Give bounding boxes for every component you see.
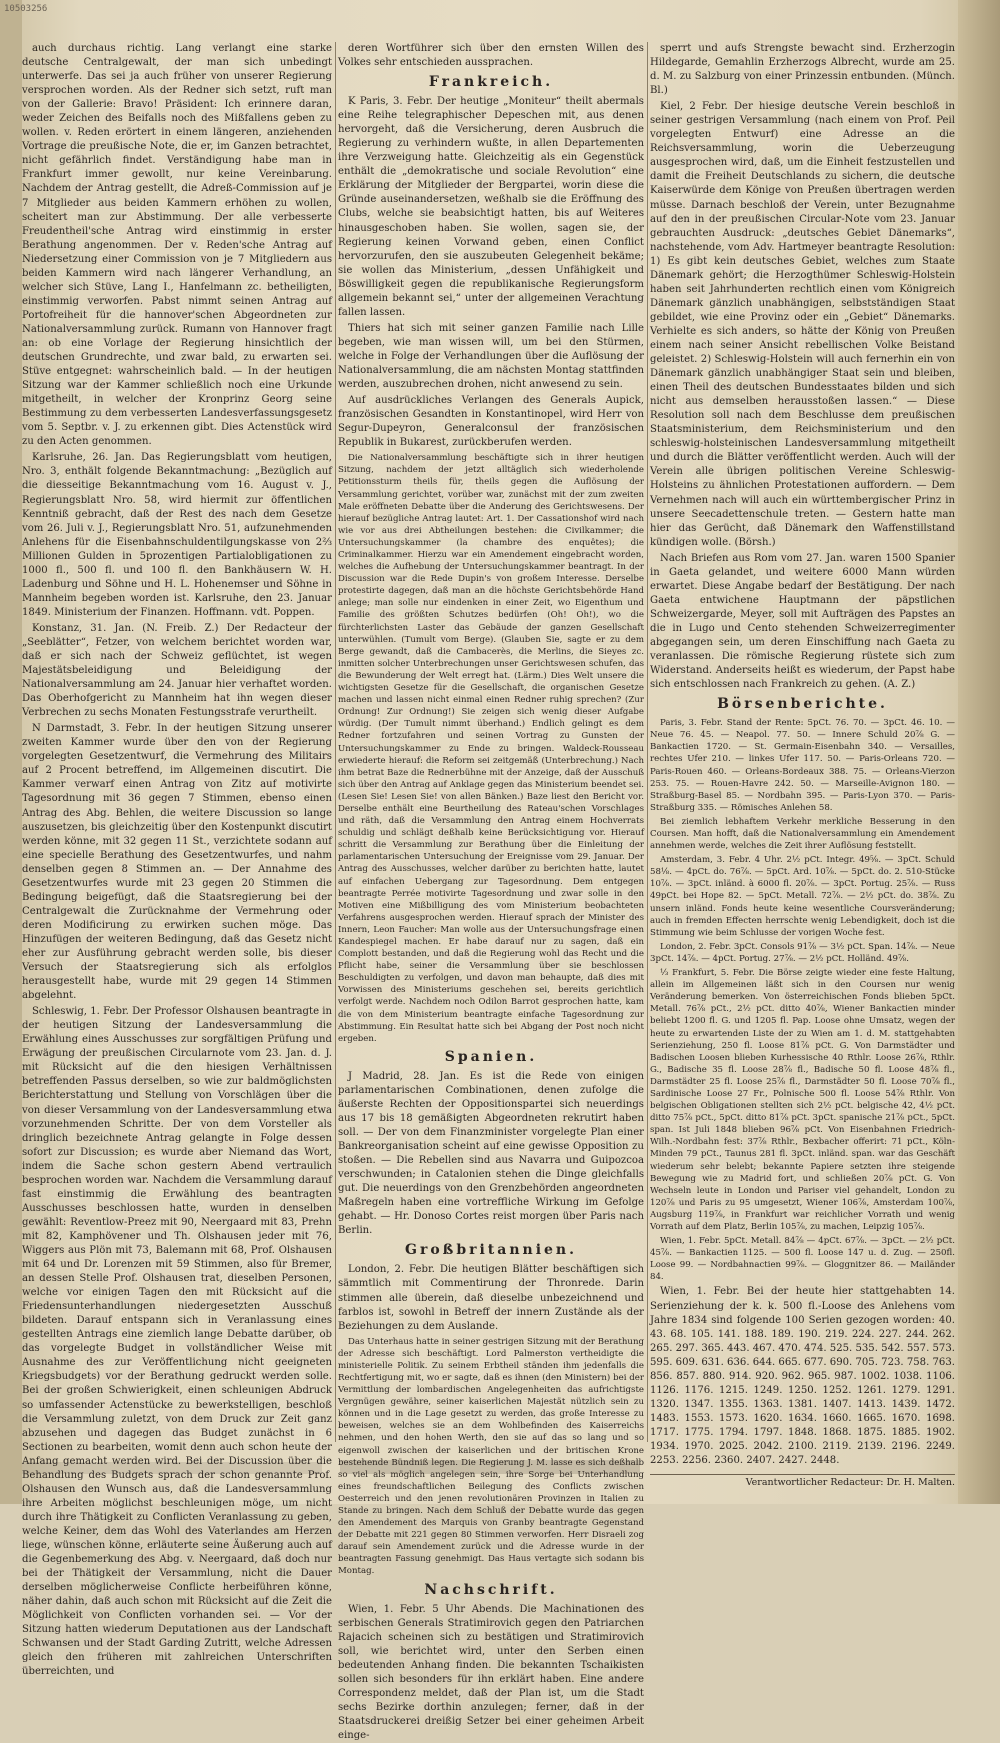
column-3 [650, 42, 955, 1489]
article-karlsruhe: Karlsruhe, 26. Jan. Das Regierungsblatt vom heutigen, Nro. 3, enthält folgende Bekanntmachung: „Bezüglich auf die diesseitige Bekanntmachung vom 16. August v. J., Regierungsblatt Nro. 58, wird hiermit zur öffentlichen Kenntniß gebracht, daß der Rest des nach dem Gesetze vom 26. Juli v. J., Regierungsblatt Nro. 51, aufzunehmenden Anlehens für die Eisenbahnschuldentilgungskasse von 2⅔ Millionen Gulden in 5prozentigen Partialobligationen zu 1000 fl., 500 fl. und 100 fl. den Bankhäusern W. H. Ladenburg und Söhne und H. L. Hohenemser und Söhne in Mannheim begeben worden ist. Karlsruhe, den 23. Januar 1849. Ministerium der Finanzen. Hoffmann. vdt. Poppen. [22, 452, 332, 618]
article-konstanz: Konstanz, 31. Jan. (N. Freib. Z.) Der Redacteur der „Seeblätter“, Fetzer, von welchem berichtet worden war, daß er sich nach der Schweiz geflüchtet, ist wegen Majestätsbeleidigung und Beleidigung der Nationalversammlung am 24. Januar hier verhaftet worden. Das Oberhofgericht zu Mannheim hat ihn wegen dieser Verbrechen zu sechs Monaten Festungsstrafe verurtheilt. [22, 622, 332, 719]
article-hannover-cont: auch durchaus richtig. Lang verlangt eine starke deutsche Centralgewalt, der man sich unbedingt unterwerfe. Das sei ja auch früher von unserer Regierung versprochen worden. Als der Redner sich setzt, ruft man von der Gallerie: Bravo! Präsident: Ich erinnere daran, weder Zeichen des Beifalls noch des Mißfallens geben zu wollen. v. Reden erörtert in einem längeren, anziehenden Vortrage die preußische Note, die er, im Ganzen betrachtet, nicht gefährlich findet. Verständigung habe man in Frankfurt immer gewollt, nur keine Vereinbarung. Nachdem der Antrag gestellt, die Adreß-Commission auf je 7 Mitglieder aus beiden Kammern erhöhen zu wollen, scheitert man zur Abstimmung. Der alle verbesserte Freudentheil'sche Antrag wird einstimmig in erster Berathung angenommen. Der v. Reden'sche Antrag auf Niedersetzung einer Commission von je 7 Mitgliedern aus beiden Kammern wird nach längerer Verhandlung, an welcher sich Stüve, Lang I., Hanfelmann zc. betheiligten, einstimmig verworfen. Pabst nimmt seinen Antrag auf Portofreiheit für die hannover'schen Abgeordneten zur Nationalversammlung zurück. Rumann von Hannover fragt an: ob eine Vorlage der Regierung hinsichtlich der deutschen Grundrechte, und zwar bald, zu erwarten sei. Stüve entgegnet: wahrscheinlich bald. — In der heutigen Sitzung war der Kammer schließlich noch eine Urkunde mitgetheilt, in welcher der Kronprinz Georg seine Bestimmung zu dem verbesserten Landesverfassungsgesetz vom 5. Septbr. v. J. zu erkennen gibt. Dies Actenstück wird zu den Acten genommen. [22, 43, 332, 448]
section-heading-spain: Spanien. [444, 1048, 538, 1065]
article-paris-1: K Paris, 3. Febr. Der heutige „Moniteur“ theilt abermals eine Reihe telegraphischer Depeschen mit, aus denen hervorgeht, daß die Versicherung, deren Ausbruch die Regierung zu verhindern wußte, in allen Departementen ihre Verzweigung hatte. Gleichzeitig als ein Gegenstück enthält die „demokratische und sociale Revolution“ eine Erklärung der Mitglieder der Bergpartei, worin diese die Gründe auseinandersetzen, weßhalb sie die Eröffnung des Clubs, welche sie beabsichtigt hatten, bis auf Weiteres hinausgeschoben haben. Sie wollen, sagen sie, der Regierung keinen Vorwand geben, einen Conflict hervorzurufen, den sie auszubeuten Gelegenheit bekäme; sie wollen das Ministerium, „dessen Unfähigkeit und Böswilligkeit gegen die republikanische Regierungsform allgemein bekannt sei,“ unter der allgemeinen Verachtung fallen lassen. [338, 96, 644, 318]
page-right-edge [958, 0, 1000, 1504]
boerse-frankfurt: ⅓ Frankfurt, 5. Febr. Die Börse zeigte wieder eine feste Haltung, allein im Allgemeinen läßt sich in den Coursen nur wenig Veränderung bemerken. Von österreichischen Fonds blieben 5pCt. Metall. 76⅞ pCt., 2½ pCt. ditto 40⅞, Wiener Bankactien minder beliebt 1200 fl. G. und 1205 fl. Pap. Loose ohne Umsatz, wegen der heute zu erwartenden Liste der zu Wien am 1. d. M. stattgehabten Serienziehung, 250 fl. Loose 81⅞ pCt. G. Von Darmstädter und Badischen Loosen blieben Kurhessische 40 Rthlr. Loose 26⅞, Rthlr. G., Badische 35 fl. Loose 28⅞ fl., Badische 50 fl. Loose 48⅞ fl., Darmstädter 25 fl. Loose 25⅞ fl., Darmstädter 50 fl. Loose 70⅞ fl., Sardinische Loose 27 Fr., Polnische 500 fl. Loose 54⅞ Rthlr. Von belgischen Obligationen stellten sich 2½ pCt. belgische 42, 4½ pCt. ditto 75⅞ pCt., 5pCt. ditto 81⅞ pCt. 3pCt. spanische 21⅞ pCt., 5pCt. span. Ist Juli 1848 blieben 96⅞ pCt. Von Eisenbahnen Friedrich-Wilh.-Nordbahn fest: 37⅞ Rthlr., Bexbacher offerirt: 71 pCt., Köln-Minden 79 pCt., Taunus 281 fl. 3pCt. inländ. span. war das Geschäft wiederum sehr belebt; bekannte Papiere setzten ihre steigende Bewegung wie zu Madrid fort, und schließen 20⅞ pCt. G. Von Wechseln leute in London und Pariser viel gehandelt, London zu 120⅞ und Paris zu 95 umgesetzt, Wiener 106⅞, Amsterdam 100⅞, Augsburg 119⅞, in Frankfurt war reichlicher Vorrath und wenig Vorrath auf dem Platz, Berlin 105⅞, zu machen, Leipzig 105⅞. [650, 968, 955, 1232]
page-left-edge [0, 0, 22, 1504]
article-paris-assembly: Die Nationalversammlung beschäftigte sich in ihrer heutigen Sitzung, nachdem der jetzt alltäglich sich wiederholende Petitionssturm theils für, theils gegen die Auflösung der Versammlung gerichtet, vorüber war, zunächst mit der zum zweiten Male eröffneten Debatte über die Anderung des Gerichtswesens. Der hierauf bezügliche Antrag lautet: Art. 1. Der Cassationshof wird nach wie vor aus drei Abtheilungen bestehen: die Civilkammer; die Untersuchungskammer (la chambre des enquêtes); die Criminalkammer. Hierzu war ein Amendement eingebracht worden, welches die Aufhebung der Untersuchungskammer beantragt. In der Discussion war die Rede Dupin's von großem Interesse. Derselbe protestirte dagegen, daß man an die höchste Gerichtsbehörde Hand anlege; man solle nur eindenken in einer Zeit, wo Eigenthum und Familie des größten Schutzes bedürfen (Oh! Oh!), wo die fürchterlichsten Laster das Gebäude der ganzen Gesellschaft unterwühlen. (Tumult vom Berge). (Glauben Sie, sagte er zu dem Berge gewandt, daß die Cambacerès, die Merlins, die Sieyes zc. inmitten solcher Unterbrechungen unser Gerichtswesen schufen, das die Bewunderung der Welt erregt hat. (Lärm.) Dies Welt unsere die wichtigsten Gesetze für die Gesellschaft, die organischen Gesetze machen und lassen nicht einmal einen Redner ruhig sprechen? (Zur Ordnung! Zur Ordnung!) Sie zeigen sich wenig dieser Aufgabe würdig. (Der Tumult nimmt überhand.) Endlich gelingt es dem Redner fortzufahren und seinen Vortrag zu Gunsten der Untersuchungskammer zu Ende zu bringen. Waldeck-Rousseau erwiederte hierauf: die Reform sei zeitgemäß (Unterbrechung.) Nach ihm betrat Baze die Rednerbühne mit der Anzeige, daß der Ausschuß sich über den Antrag auf Anklage gegen das Ministerium beendet sei. (Lesen Sie! Lesen Sie! von allen Bänken.) Baze liest den Bericht vor. Derselbe enthält eine Beurtheilung des Rateau'schen Vorschlages und räth, daß die Versammlung den Antrag einem Hochverrats schuldig und schlägt deßhalb keine Berücksichtigung vor. Hierauf schritt die Versammlung zur Berathung über die Einleitung der parlamentarischen Untersuchung der Ereignisse vom 29. Januar. Der Antrag des Ausschusses, welcher darüber zu berichten hatte, lautet auf einfachen Uebergang zur Tagesordnung. Dem entgegen beantragte Perrée motivirte Tagesordnung und zwar solle in den Motiven eine Mißbilligung des vom Ministerium beobachteten Verfahrens ausgesprochen werden. Hierauf sprach der Minister des Innern, Leon Faucher: Man wolle aus der Untersuchungsfrage einen Kandespiegel machen. Er habe darauf nur zu sagen, daß ein Complott bestanden, und daß die Regierung wohl das Recht und die Pflicht habe, seiner die Versammlung über sie beschlossen Beschuldigten zu verfolgen, und davon man behaupte, daß dies mit Vorwissen des Ministeriums geschehen sei, bereits gerichtlich verfolgt werde. Nachdem noch Odilon Barrot gesprochen hatte, kam die von dem Ministerium beantragte einfache Tagesordnung zur Abstimmung. Ein Resultat hatte sich bei Abgang der Post noch nicht ergeben. [338, 453, 644, 1044]
article-paris-3: Auf ausdrückliches Verlangen des Generals Aupick, französischen Gesandten in Konstantinopel, wird Herr von Segur-Dupeyron, Generalconsul der französischen Republik in Bukarest, zurückberufen werden. [338, 395, 644, 449]
boerse-london: London, 2. Febr. 3pCt. Consols 91⅞ — 3½ pCt. Span. 14⅞. — Neue 3pCt. 14⅞. — 4pCt. Portug. 27⅞. — 2½ pCt. Holländ. 49⅞. [650, 941, 955, 964]
article-madrid: J Madrid, 28. Jan. Es ist die Rede von einigen parlamentarischen Combinationen, denen zufolge die äußerste Rechten der Oppositionspartei sich neuerdings aus 17 bis 18 gemäßigten Abgeordneten rekrutirt haben soll. — Der von dem Finanzminister vorgelegte Plan einer Bankreorganisation scheint auf eine gewisse Opposition zu stoßen. — Die Rebellen sind aus Navarra und Guipozcoa verschwunden; in Catalonien stehen die Dinge gleichfalls gut. Die neuerdings von den Grenzbehörden angeordneten Maßregeln haben eine vortreffliche Wirkung im Gefolge gehabt. — Hr. Donoso Cortes reist morgen über Paris nach Berlin. [338, 1070, 644, 1237]
article-london-commons: Das Unterhaus hatte in seiner gestrigen Sitzung mit der Berathung der Adresse sich beschäftigt. Lord Palmerston vertheidigte die ministerielle Politik. Zu seinem Erbtheil ständen ihm jedenfalls die Rechtfertigung mit, wo er sagte, daß es ihnen (den Ministern) bei der Vermittlung der lombardischen Angelegenheiten das aufrichtigste Vergnügen gewähre, seiner kaiserlichen Majestät nützlich sein zu können und in die Lage gesetzt zu werden, das große Interesse zu beweisen, welches sie an dem Wohlbefinden des Kaiserreichs nehmen, und den hohen Werth, den sie auf das so lang und so eigenwoll zwischen der kaiserlichen und der britischen Krone bestehende Bündniß legen. Die Regierung J. M. lasse es sich deßhalb so viel als möglich angelegen sein, ihre Sorge bei Unterhandlung eines freundschaftlichen Beilegung des Conflicts zwischen Oesterreich und den jenen revolutionären Provinzen in Italien zu Stande zu bringen. Nach dem Schluß der Debatte wurde das gegen den Amendement des Marquis von Granby beantragte Gegenstand der Debatte mit 221 gegen 80 Stimmen verworfen. Herr Disraeli zog darauf sein Amendement zurück und die Adresse wurde in der beantragten Fassung genehmigt. Das Haus vertagte sich sodann bis Montag. [338, 1336, 644, 1577]
section-heading-boerse: Börsenberichte. [717, 696, 888, 713]
boerse-paris-note: Bei ziemlich lebhaftem Verkehr merkliche Besserung in den Coursen. Man hofft, daß die Nationalversammlung ein Amendement annehmen werde, welches die Zeit ihrer Auflösung feststellt. [650, 816, 955, 852]
section-heading-france: Frankreich. [428, 74, 554, 91]
boerse-wien: Wien, 1. Febr. 5pCt. Metall. 84⅞ — 4pCt. 67⅞. — 3pCt. — 2½ pCt. 45⅞. — Bankactien 1125. — 500 fl. Loose 147 u. d. Zug. — 250fl. Loose 99. — Nordbahnactien 99⅞. — Gloggnitzer 86. — Mailänder 84. [650, 1236, 955, 1283]
boerse-amsterdam: Amsterdam, 3. Febr. 4 Uhr. 2½ pCt. Integr. 49⅝. — 3pCt. Schuld 58⅛. — 4pCt. do. 76⅞. — 5pCt. Ard. 10⅞. — 5pCt. do. 2. 510-Stücke 10⅞. — 3pCt. inländ. à 6000 fl. 20⅞. — 3pCt. Portug. 25⅞. — Russ 49pCt. bei Hope 82. — 5pCt. Metall. 72⅞. — 2½ pCt. do. 38⅞. Zu unsern inländ. Fonds heute keine wesentliche Coursveränderung; auch in fremden Effecten herrschte wenig Lebendigkeit, doch ist die Stimmung wie beim Schlusse der vorigen Woche fest. [650, 855, 955, 938]
torn-bottom-strip [340, 1460, 640, 1474]
archive-stamp: 10503256 [4, 4, 48, 14]
article-wien-cont: sperrt und aufs Strengste bewacht sind. Erzherzogin Hildegarde, Gemahlin Erzherzogs Albrecht, wurde am 25. d. M. zu Salzburg von einer Prinzessin entbunden. (Münch. Bl.) [650, 43, 955, 97]
article-wien-serienziehung: Wien, 1. Febr. Bei der heute hier stattgehabten 14. Serienziehung der k. k. 500 fl.-Loose des Anlehens vom Jahre 1834 sind folgende 100 Serien gezogen worden: 40. 43. 68. 105. 141. 188. 189. 190. 219. 224. 227. 244. 262. 265. 297. 365. 443. 467. 470. 474. 525. 535. 542. 557. 573. 595. 609. 631. 636. 644. 665. 677. 690. 705. 723. 758. 763. 856. 857. 880. 914. 920. 962. 965. 987. 1002. 1038. 1106. 1126. 1176. 1215. 1249. 1250. 1252. 1261. 1279. 1291. 1320. 1347. 1355. 1363. 1381. 1407. 1413. 1439. 1472. 1483. 1553. 1573. 1620. 1634. 1660. 1665. 1670. 1698. 1717. 1775. 1794. 1797. 1848. 1868. 1875. 1885. 1902. 1934. 1970. 2025. 2042. 2100. 2119. 2139. 2196. 2249. 2253. 2256. 2360. 2407. 2427. 2448. [650, 1286, 955, 1467]
editor-signature: Verantwortlicher Redacteur: Dr. H. Malten. [650, 1474, 955, 1488]
column-rule [647, 42, 648, 1442]
article-kiel: Kiel, 2 Febr. Der hiesige deutsche Verein beschloß in seiner gestrigen Versammlung (nach einem von Prof. Peil vorgelegten Entwurf) eine Adresse an die Reichsversammlung, worin die Ueberzeugung ausgesprochen wird, daß, um die Einheit festzustellen und damit die Freiheit Deutschlands zu sichern, die deutsche Kaiserwürde dem Könige von Preußen übertragen werden müsse. Darnach beschloß der Verein, unter Bezugnahme auf den in der preußischen Circular-Note vom 23. Januar gebrauchten Ausdruck: „deutsches Gebiet Dänemarks“, nachstehende, vom Adv. Hartmeyer beantragte Resolution: 1) Es gibt kein deutsches Gebiet, welches zum Staate Dänemark gehört; die Herzogthümer Schleswig-Holstein haben seit Jahrhunderten rechtlich einen vom Königreich Dänemark gänzlich unabhängigen, selbstständigen Staat gebildet, wie eine Provinz oder ein „Gebiet“ Dänemarks. Verhielte es sich anders, so hätte der König von Preußen einem nach seiner Ansicht rebellischen Volke Beistand geleistet. 2) Schleswig-Holstein will auch fernerhin ein von Dänemark gänzlich unabhängiger Staat sein und bleiben, einen Theil des deutschen Bundesstaates bilden und sich nicht aus demselben herausstoßen lassen.“ — Diese Resolution soll nach dem Beschlusse dem preußischen Staatsministerium, dem Reichsministerium und den schleswig-holsteinischen Landesversammlung mitgetheilt und durch die Blätter veröffentlicht werden. Auch will der Verein alle übrigen politischen Vereine Schleswig-Holsteins zu ähnlichen Protestationen auffordern. — Dem Vernehmen nach will auch ein württembergischer Prinz in unsere Seecadettenschule treten. — Gestern hatte man hier das Gerücht, daß Dänemark den Waffenstillstand kündigen wolle. (Börsh.) [650, 101, 955, 548]
boerse-paris: Paris, 3. Febr. Stand der Rente: 5pCt. 76. 70. — 3pCt. 46. 10. — Neue 76. 45. — Neapol. 77. 50. — Innere Schuld 20⅞ G. — Bankactien 1720. — St. Germain-Eisenbahn 340. — Versailles, rechtes Ufer 210. — linkes Ufer 117. 50. — Paris-Orleans 720. — Paris-Rouen 460. — Orleans-Bordeaux 388. 75. — Orleans-Vierzon 253. 75. — Rouen-Havre 242. 50. — Marseille-Avignon 180. — Straßburg-Basel 85. — Nordbahn 395. — Paris-Lyon 370. — Paris-Straßburg 335. — Römisches Anlehen 58. [650, 718, 955, 813]
article-lead-cont: deren Wortführer sich über den ernsten Willen des Volkes sehr entschieden aussprachen. [338, 43, 644, 69]
article-london: London, 2. Febr. Die heutigen Blätter beschäftigen sich sämmtlich mit Commentirung der Thronrede. Darin stimmen alle überein, daß dieselbe unbezeichnend und farblos ist, sowohl in Betreff der innern Zustände als der Beziehungen zu dem Auslande. [338, 1264, 644, 1332]
section-heading-postscript: Nachschrift. [424, 1581, 558, 1598]
article-wien-postscript: Wien, 1. Febr. 5 Uhr Abends. Die Machinationen des serbischen Generals Stratimirovich gegen den Patriarchen Rajacich scheinen sich zu bestätigen und Stratimirovich soll, wie berichtet wird, unter den Serben einen bedeutenden Anhang finden. Die bekannten Tschaikisten sollen sich besonders für ihn erklärt haben. Eine andere Correspondenz meldet, daß der Plan ist, um die Stadt sechs Bezirke dorthin anzulegen; ferner, daß in der Staatsdruckerei dreißig Setzer bei einer geheimen Arbeit einge- [338, 1603, 644, 1741]
column-1 [22, 42, 332, 1678]
article-rom: Nach Briefen aus Rom vom 27. Jan. waren 1500 Spanier in Gaeta gelandet, und weitere 6000 Mann würden erwartet. Diese Angabe bedarf der Bestätigung. Der nach Gaeta entwichene Hauptmann der päpstlichen Schweizergarde, Meyer, soll mit Aufträgen des Papstes an die in Lugo und Cento stehenden Schweizerregimenter abgegangen sein, um deren Einschiffung nach Gaeta zu veranlassen. Die römische Regierung rüstete sich zum Widerstand. Anderseits heißt es wiederum, der Papst habe sich entschlossen nach Frankreich zu gehen. (A. Z.) [650, 552, 955, 691]
column-2 [338, 42, 644, 1741]
article-darmstadt: N Darmstadt, 3. Febr. In der heutigen Sitzung unserer zweiten Kammer wurde über den von der Regierung vorgelegten Gesetzentwurf, die Vermehrung des Militairs auf 2 Procent betreffend, im Allgemeinen discutirt. Die Kammer verwarf einen Antrag von Zitz auf motivirte Tagesordnung mit 36 gegen 7 Stimmen, ebenso einen Antrag des Abg. Behlen, die weitere Discussion so lange auszusetzen, bis gleichzeitig über den Kostenpunkt discutirt werden könne, mit 32 gegen 11 St., verzichtete sodann auf eine specielle Berathung des Gesetzentwurfes, und nahm denselben gegen 8 Stimmen an. — Der Annahme des Gesetzentwurfes wurde mit 23 gegen 20 Stimmen die Bedingung beigefügt, daß die Staatsregierung bei der Centralgewalt die Zurücknahme der Vermehrung oder deren Modificirung zu erwirken suchen möge. Das Hinzufügen der weiteren Bedingung, daß das Gesetz nicht eher zur Ausführung gebracht werden solle, bis dieser Versuch der Staatsregierung sich als erfolglos herausgestellt habe, wurde mit 29 gegen 14 Stimmen abgelehnt. [22, 723, 332, 1002]
article-schleswig: Schleswig, 1. Febr. Der Professor Olshausen beantragte in der heutigen Sitzung der Landesversammlung die Erwählung eines Ausschusses zur sorgfältigen Prüfung und Erwägung der preußischen Circularnote vom 23. Jan. d. J. mit Rücksicht auf die den hiesigen Verhältnissen betreffenden Passus derselben, so wie zur baldmöglichsten Berichterstattung und Stellung von Vorschlägen über die von dieser Versammlung von der Landesversammlung etwa vorzunehmenden Schritte. Der von dem Vorsteller als dringlich bezeichnete Antrag gelangte in Folge dessen sofort zur Discussion; es wurde aber Niemand das Wort, indem die Sache schon gestern Abend vertraulich besprochen worden war. Nachdem die Versammlung darauf fast einstimmig die Erwählung des beantragten Ausschusses beschlossen hatte, wurden in denselben gewählt: Reventlow-Preez mit 90, Neergaard mit 83, Prehn mit 82, Kamphövener und Th. Olshausen jeder mit 76, Wiggers aus Plön mit 73, Balemann mit 68, Prof. Olshausen mit 64 und Dr. Lorenzen mit 59 Stimmen, also für Bremer, an dessen Stelle Prof. Olshausen trat, dieselben Personen, welche vor einigen Tagen den mit Rücksicht auf die Friedensunterhandlungen niedergesetzten Ausschuß bildeten. Darauf entspann sich in Veranlassung eines gestellten Antrags eine ziemlich lange Debatte darüber, ob das vorgelegte Budget in vollständlicher Weise mit Ausnahme des zur Veröffentlichung nicht geeigneten Kriegsbudgets) vor der Berathung gedruckt werden solle. Bei der großen Schwierigkeit, einen schleunigen Abdruck so umfassender Actenstücke zu bewerkstelligen, beschloß die Versammlung zuletzt, von dem Druck zur Zeit ganz abzusehen und dagegen das Budget zunächst in 6 Sectionen zu bearbeiten, womit denn auch schon heute der Anfang gemacht werden wird. Bei der Discussion über die Behandlung des Budgets sprach der schon genannte Prof. Olshausen den Wunsch aus, daß die Landesversammlung ihre Arbeiten möglichst beschleunigen möge, um nicht durch ihre Thätigkeit zu Conflicten Veranlassung zu geben, welche Keiner, dem das Wohl des Vaterlandes am Herzen liege, wünschen könne, erläuterte seine Äußerung auch auf die Gegenbemerkung des Abg. v. Neergaard, daß doch nur bei der Thätigkeit der Versammlung, nicht die Dauer derselben möglicherweise Conflicte herbeiführen könne, näher dahin, daß auch schon mit Rücksicht auf die Zeit die Möglichkeit von Conflicten vorhanden sei. — Vor der Sitzung hatten wiederum Deputationen aus der Landschaft Schwansen und der Stadt Garding Zutritt, welche Adressen gleich den früheren mit zahlreichen Unterschriften überreichten, und [22, 1006, 332, 1678]
article-paris-2: Thiers hat sich mit seiner ganzen Familie nach Lille begeben, wie man wissen will, um bei den Stürmen, welche in Folge der Verhandlungen über die Auflösung der Nationalversammlung, die am nächsten Montag stattfinden werden, auszubrechen drohen, nicht anwesend zu sein. [338, 322, 644, 391]
section-heading-britain: Großbritannien. [405, 1242, 577, 1259]
torn-bottom-strip [22, 1462, 322, 1474]
column-rule [335, 42, 336, 1442]
